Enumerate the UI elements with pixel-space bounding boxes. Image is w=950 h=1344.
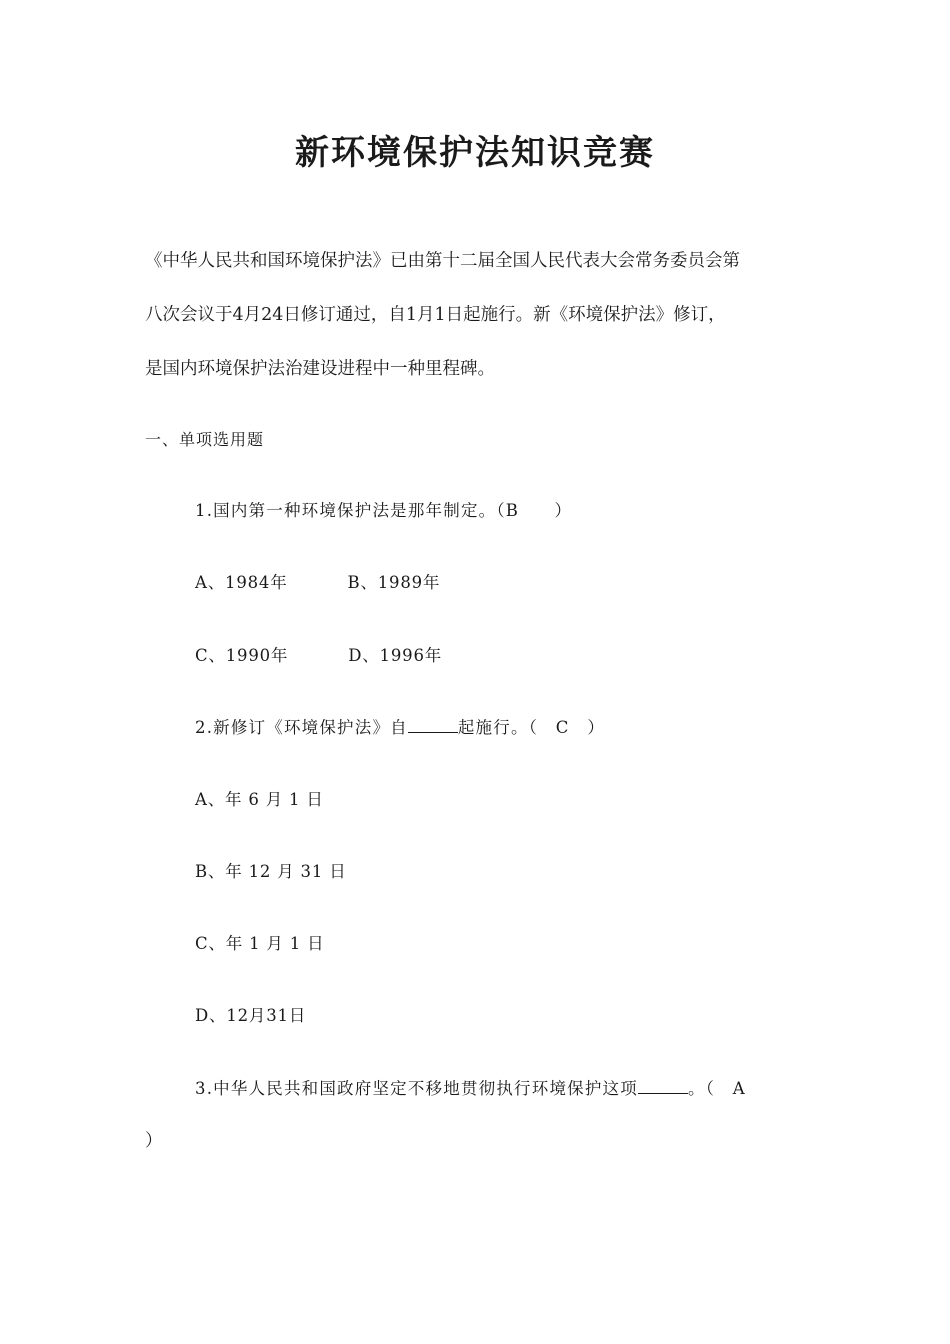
intro-line-1: 《中华人民共和国环境保护法》已由第十二届全国人民代表大会常务委员会第	[145, 251, 740, 271]
question-2-text-before: 2.新修订《环境保护法》自	[195, 718, 408, 737]
question-1-option-c: C、1990年	[195, 646, 289, 665]
question-3-text-before: 3.中华人民共和国政府坚定不移地贯彻执行环境保护这项	[195, 1079, 638, 1098]
question-3	[195, 1077, 746, 1101]
question-1: 1.国内第一种环境保护法是那年制定。（B ）	[195, 501, 573, 520]
section-heading: 一、单项选用题	[145, 430, 265, 449]
question-1-options-row-1	[195, 571, 440, 595]
question-1-option-b: B、1989年	[347, 573, 441, 592]
intro-line-3: 是国内环境保护法治建设进程中一种里程碑。	[145, 359, 495, 379]
question-2-text-after: 起施行。（ C ）	[457, 718, 606, 737]
question-1-option-a: A、1984年	[195, 573, 288, 592]
question-2-option-a: A、年 6 月 1 日	[195, 790, 324, 809]
question-2-option-b: B、年 12 月 31 日	[195, 862, 347, 881]
question-3-text-after: 。（ A	[687, 1079, 746, 1098]
question-1-options-row-2	[195, 644, 442, 668]
question-3-continuation: ）	[145, 1131, 163, 1151]
question-3-blank	[638, 1077, 688, 1094]
question-2-blank	[408, 716, 458, 733]
document-title: 新环境保护法知识竞赛	[295, 133, 655, 173]
question-2-option-c: C、年 1 月 1 日	[195, 934, 325, 953]
question-1-option-d: D、1996年	[348, 646, 443, 665]
intro-line-2: 八次会议于4月24日修订通过，自1月1日起施行。新《环境保护法》修订，	[145, 305, 726, 325]
question-2	[195, 716, 605, 740]
question-2-option-d: D、12月31日	[195, 1006, 307, 1025]
